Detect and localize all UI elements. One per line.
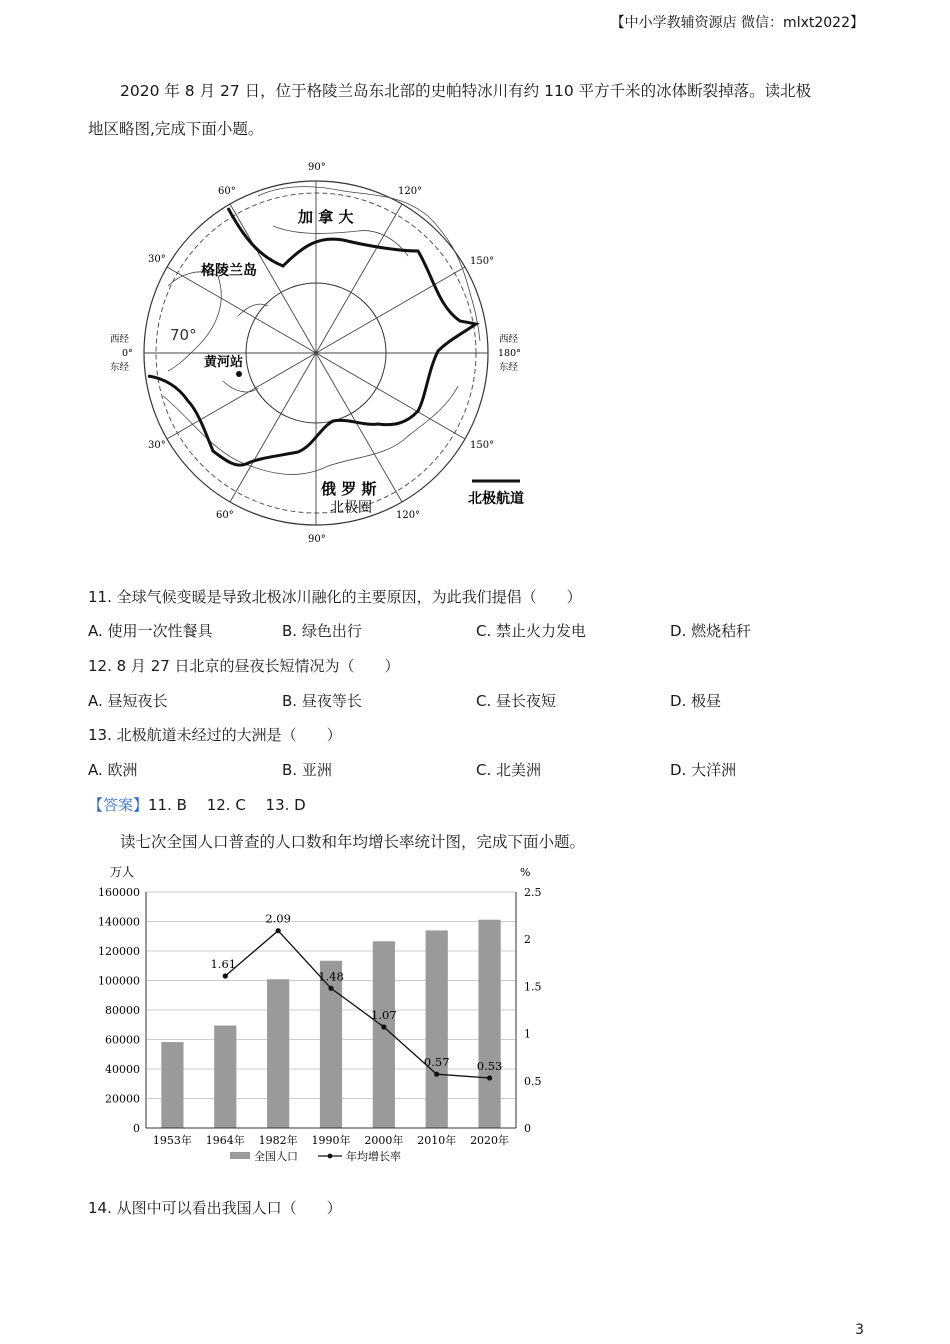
growth-rate-label: 1.07 [371, 1007, 397, 1022]
legend-growth-rate: 年均增长率 [346, 1150, 401, 1163]
right-tick-label: 1.5 [524, 980, 542, 994]
q12-option-d: D. 极昼 [670, 692, 722, 710]
growth-rate-label: 1.48 [318, 969, 344, 984]
growth-rate-point [381, 1024, 386, 1029]
legend-population: 全国人口 [254, 1150, 298, 1163]
answer-text: 11. B 12. C 13. D [148, 796, 306, 814]
label-bottom-90: 90° [308, 534, 326, 545]
growth-rate-label: 0.57 [423, 1055, 450, 1070]
q11-option-d: D. 燃烧秸秆 [670, 622, 752, 640]
intro-paragraph-1 [88, 72, 868, 148]
label-west-right: 西经 [499, 334, 519, 345]
right-tick-label: 2.5 [524, 886, 542, 899]
legend-line-dot [328, 1154, 333, 1159]
question-13-stem: 13. 北极航道未经过的大洲是（ ） [88, 726, 342, 744]
label-yellow-river-station: 黄河站 [204, 355, 244, 370]
population-bar [214, 1026, 236, 1128]
right-tick-label: 2 [524, 933, 531, 947]
label-greenland: 格陵兰岛 [201, 263, 257, 279]
question-12-stem: 12. 8 月 27 日北京的昼夜长短情况为（ ） [88, 657, 400, 675]
label-120-top: 120° [398, 186, 423, 197]
left-tick-label: 0 [133, 1122, 140, 1135]
arctic-map [108, 156, 538, 551]
x-tick-label: 2000年 [364, 1134, 404, 1147]
left-tick-label: 20000 [105, 1092, 140, 1106]
question-13-options [88, 759, 868, 781]
x-tick-label: 2020年 [470, 1134, 510, 1147]
right-axis-unit: % [520, 866, 531, 879]
label-east-left: 东经 [110, 362, 130, 373]
left-tick-label: 100000 [98, 974, 140, 988]
label-zero: 0° [122, 348, 133, 359]
growth-rate-point [276, 928, 281, 933]
label-arctic-circle: 北极圈 [330, 500, 372, 516]
q11-option-a: A. 使用一次性餐具 [88, 622, 213, 640]
legend-bar-swatch [230, 1152, 250, 1159]
legend-label: 北极航道 [468, 491, 524, 507]
intro-line-2: 地区略图,完成下面小题。 [88, 120, 264, 138]
label-east-right: 东经 [499, 362, 519, 373]
x-tick-label: 1964年 [205, 1134, 245, 1147]
left-tick-label: 160000 [98, 886, 140, 899]
yellow-river-station-dot [236, 371, 242, 377]
right-tick-label: 1 [524, 1027, 531, 1041]
x-tick-label: 1990年 [311, 1134, 351, 1147]
growth-rate-label: 1.61 [210, 957, 237, 972]
right-tick-label: 0.5 [524, 1074, 542, 1088]
answer-tag: 【答案】 [88, 796, 149, 814]
q13-option-c: C. 北美洲 [476, 761, 542, 779]
q13-option-d: D. 大洋洲 [670, 761, 737, 779]
q12-option-a: A. 昼短夜长 [88, 692, 168, 710]
x-tick-label: 1982年 [258, 1134, 298, 1147]
growth-rate-label: 0.53 [476, 1058, 503, 1073]
growth-rate-line [225, 931, 489, 1078]
question-14-stem: 14. 从图中可以看出我国人口（ ） [88, 1199, 342, 1217]
label-30-left-bottom: 30° [148, 440, 166, 451]
q11-option-b: B. 绿色出行 [282, 622, 362, 640]
label-180: 180° [498, 348, 521, 359]
label-150-right-bottom: 150° [470, 440, 495, 451]
label-150-right-top: 150° [470, 256, 495, 267]
left-tick-label: 40000 [105, 1063, 140, 1076]
population-bar [267, 979, 289, 1128]
question-12-options [88, 690, 868, 712]
left-tick-label: 60000 [105, 1033, 140, 1047]
q12-option-b: B. 昼夜等长 [282, 692, 362, 710]
left-axis-unit: 万人 [110, 865, 135, 879]
label-lat-70: 70° [170, 326, 197, 344]
x-tick-label: 2010年 [417, 1134, 457, 1147]
label-60-bottom: 60° [216, 510, 234, 521]
q13-option-b: B. 亚洲 [282, 761, 332, 779]
right-tick-label: 0 [524, 1122, 531, 1135]
population-bar [478, 920, 500, 1128]
question-11-options [88, 620, 868, 642]
label-60-top: 60° [218, 186, 236, 197]
growth-rate-label: 2.09 [265, 911, 291, 926]
growth-rate-point [434, 1072, 439, 1077]
label-russia: 俄 罗 斯 [321, 480, 377, 498]
population-chart [84, 862, 554, 1172]
q12-option-c: C. 昼长夜短 [476, 692, 557, 710]
growth-rate-point [487, 1075, 492, 1080]
intro-paragraph-2: 读七次全国人口普查的人口数和年均增长率统计图，完成下面小题。 [120, 833, 586, 851]
intro-line-1: 2020 年 8 月 27 日，位于格陵兰岛东北部的史帕特冰川有约 110 平方千米的冰体断裂掉落。读北极 [120, 82, 812, 100]
x-tick-label: 1953年 [152, 1134, 192, 1147]
label-120-bottom: 120° [396, 510, 421, 521]
label-top-90: 90° [308, 162, 326, 173]
left-tick-label: 120000 [98, 945, 140, 958]
q13-option-a: A. 欧洲 [88, 761, 138, 779]
answer-line [88, 794, 306, 815]
label-30-left-top: 30° [148, 254, 166, 265]
page-number: 3 [855, 1322, 864, 1338]
question-11-stem: 11. 全球气候变暖是导致北极冰川融化的主要原因，为此我们提倡（ ） [88, 588, 582, 606]
label-west-left: 西经 [110, 334, 130, 345]
growth-rate-point [223, 973, 228, 978]
population-bar [423, 930, 450, 1128]
label-canada: 加 拿 大 [298, 208, 354, 226]
q11-option-c: C. 禁止火力发电 [476, 622, 587, 640]
left-tick-label: 140000 [98, 915, 140, 929]
left-tick-label: 80000 [105, 1004, 140, 1017]
population-bar [161, 1042, 183, 1128]
growth-rate-point [328, 986, 333, 991]
page-header: 【中小学教辅资源店 微信：mlxt2022】 [610, 15, 864, 31]
